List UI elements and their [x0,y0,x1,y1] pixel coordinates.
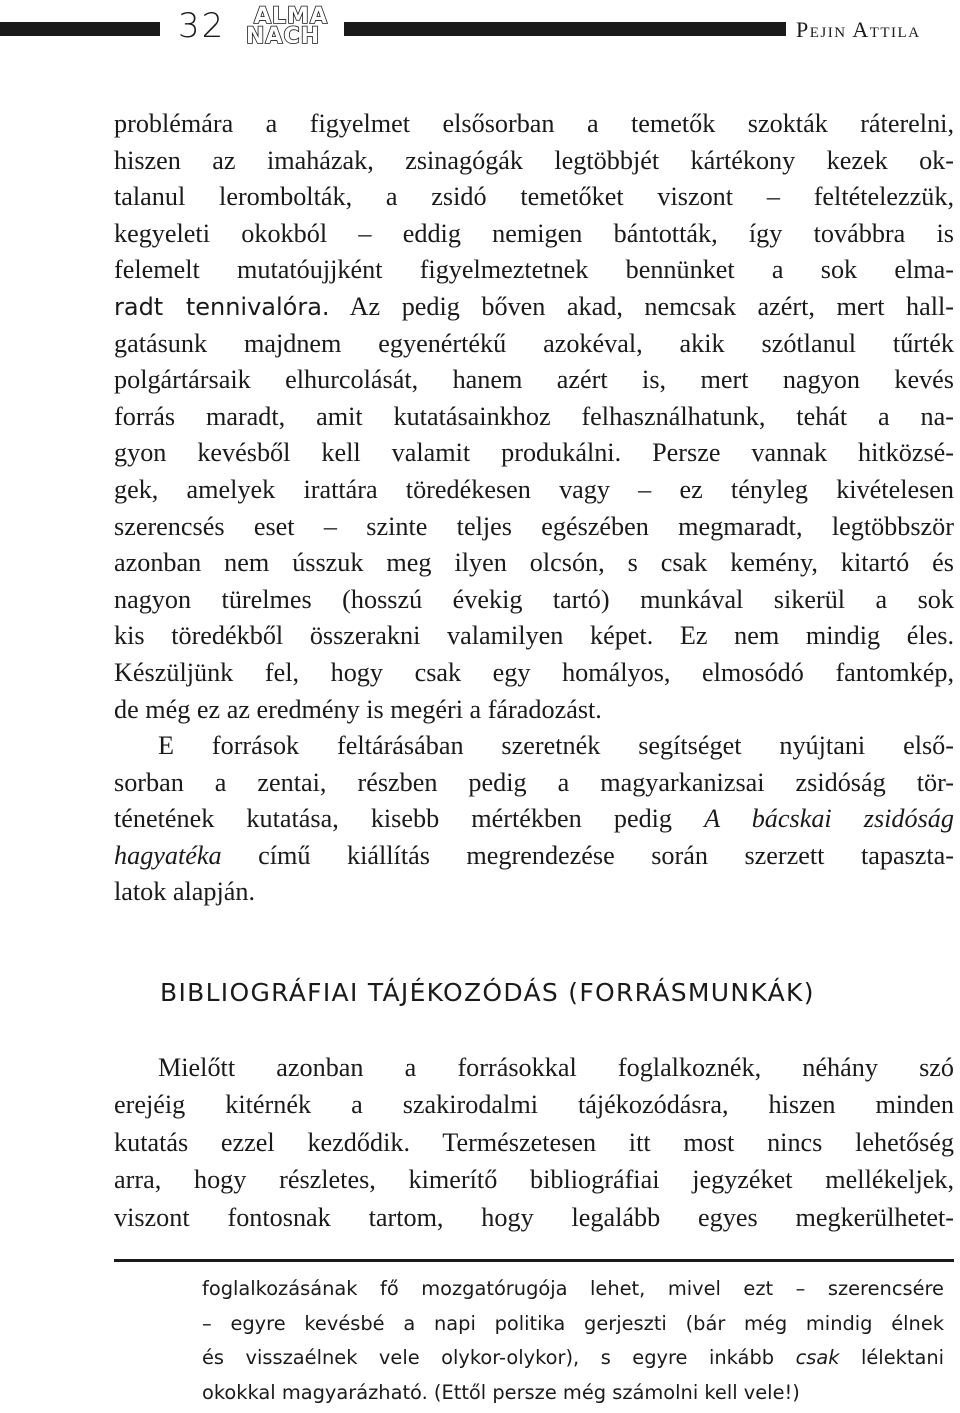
text-run: Az pedig bőven akad, nemcsak azért, mert hall- [349,291,954,321]
text-run: lélektani [860,1346,945,1370]
text-line: viszont fontosnak tartom, hogy legalább egyes megkerülhetet- [114,1202,954,1232]
text-line: gek, amelyek irattára töredékesen vagy – ez tényleg kivételesen [114,474,954,504]
text-line: polgártársaik elhurcolását, hanem azért is, mert nagyon kevés [114,365,954,395]
logo-line-2: NACH [246,24,320,49]
text-line: felemelt mutatóujjként figyelmeztetnek bennünket a sok elma- [114,255,954,285]
text-run: és visszaélnek vele olykor-olykor), s egyre inkább [202,1346,775,1370]
text-line: kegyeleti okokból – eddig nemigen bántották, így továbbra is [114,218,954,248]
text-line: problémára a figyelmet elsősorban a temetők szokták ráterelni, [114,109,954,138]
text-line [114,289,954,326]
footnote-line: – egyre kevésbé a napi politika gerjeszti (bár még mindig élnek [202,1311,944,1335]
section-heading: BIBLIOGRÁFIAI TÁJÉKOZÓDÁS (FORRÁSMUNKÁK) [160,978,815,1007]
text-line: hiszen az imaházak, zsinagógák legtöbbjét kártékony kezek ok- [114,145,954,175]
footnote-line: okokkal magyarázható. (Ettől persze még számolni kell vele!) [202,1380,800,1404]
text-run: Persze vannak hitközsé- [652,438,954,468]
almanach-logo [238,6,336,50]
text-line: arra, hogy részletes, kimerítő bibliográfiai jegyzéket mellékeljek, [114,1165,954,1195]
header-rule-left [0,22,160,36]
text-line: erejéig kitérnék a szakirodalmi tájékozódásra, hiszen minden [114,1090,954,1120]
text-line: kutatás ezzel kezdődik. Természetesen itt most nincs lehetőség [114,1127,954,1157]
text-line: Készüljünk fel, hogy csak egy homályos, elmosódó fantomkép, [114,657,954,687]
text-line: nagyon türelmes (hosszú évekig tartó) munkával sikerül a sok [114,584,954,614]
footnote-rule [114,1259,954,1262]
header-rule-right [344,22,786,36]
footnote-line [202,1341,944,1376]
page-number: 32 [178,6,226,46]
text-line [114,618,954,655]
text-line: de még ez az eredmény is megéri a fáradozást. [114,694,602,724]
running-head-author: Pejin Attila [796,17,921,42]
text-line: azonban nem ússzuk meg ilyen olcsón, s csak kemény, kitartó és [114,548,954,578]
text-line: forrás maradt, amit kutatásainkhoz felhasználhatunk, tehát a na- [114,401,954,431]
text-line: Mielőtt azonban a forrásokkal foglalkoznék, néhány szó [158,1053,954,1082]
text-line [114,435,954,472]
italic-title: hagyatéka [114,840,222,870]
text-line: sorban a zentai, részben pedig a magyarkanizsai zsidóság tör- [114,767,954,797]
text-line [114,801,954,838]
footnote [202,1272,944,1410]
text-run: kis töredékből összerakni valamilyen képet. [114,621,654,651]
italic-word: csak [795,1346,840,1370]
footnote-line: foglalkozásának fő mozgatórugója lehet, mivel ezt – szerencsére [202,1277,944,1300]
body-text [114,106,954,911]
text-run: ténetének kutatása, kisebb mértékben pedig [114,804,673,834]
text-run: radt tennivalóra. [114,292,330,321]
italic-title: A bácskai zsidóság [704,804,954,834]
text-line: latok alapján. [114,877,256,907]
text-line: gatásunk majdnem egyenértékű azokéval, akik szótlanul tűrték [114,328,954,358]
text-run: Ez nem mindig éles. [679,621,955,651]
text-line [114,838,954,875]
section-paragraph [114,1049,954,1236]
logo-line-1: ALMA [254,4,328,29]
text-line: talanul lerombolták, a zsidó temetőket viszont – feltételezzük, [114,182,954,212]
text-run: című kiállítás megrendezése során szerzett tapaszta- [258,840,954,870]
text-line: E források feltárásában szeretnék segítséget nyújtani első- [158,731,954,761]
text-line: szerencsés eset – szinte teljes egészében megmaradt, legtöbbször [114,511,954,541]
text-run: gyon kevésből kell valamit produkálni. [114,438,622,468]
